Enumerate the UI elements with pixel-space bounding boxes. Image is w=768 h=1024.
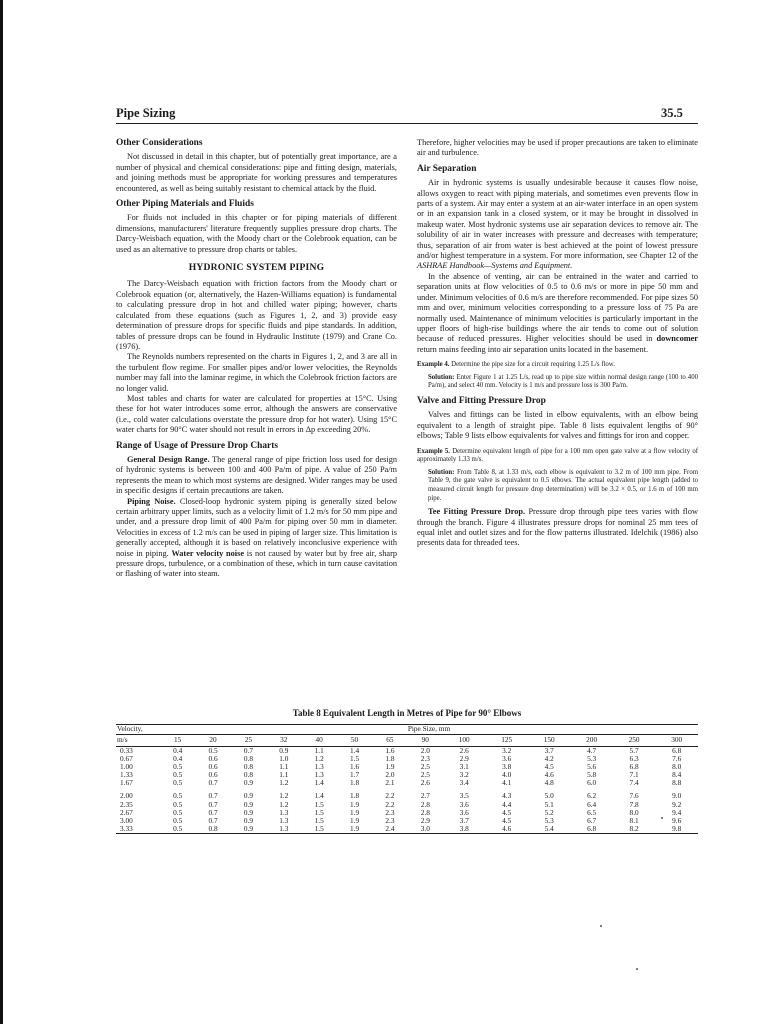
table-cell: 9.6	[672, 815, 682, 825]
pipe-size-col-header: 300	[655, 735, 698, 747]
table-cell: 1.3	[266, 825, 301, 834]
table-cell: 2.5	[420, 762, 430, 772]
example-label: Example 4.	[417, 361, 450, 369]
velocity-cell: 2.35	[120, 799, 133, 809]
table-cell: 1.4	[350, 746, 360, 755]
bold-term: downcomer	[656, 334, 698, 344]
table-cell: 5.8	[587, 770, 597, 780]
table-cell: 0.5	[173, 778, 183, 788]
table-cell: 0.5	[173, 762, 183, 772]
table-cell: 3.8	[443, 825, 485, 834]
bold-term: Water velocity noise	[171, 548, 245, 558]
paragraph-text: The general range of pipe friction loss used for design of hydronic systems is between 100 and 400 Pa/m of pipe. A value of 250 Pa/m represents the mean to which most systems are designed. Wider ranges may be used in specific designs if certain precautions are taken.	[116, 454, 397, 496]
table-cell: 6.7	[587, 815, 597, 825]
table-cell: 0.9	[279, 746, 289, 755]
paragraph-text: In the absence of venting, air can be entrained in the water and carried to separation units at flow velocities of 0.5 to 0.6 m/s or more in pipe 50 mm and under. Minimum velocities of 0.6 m/s are therefore recommended. For pipe sizes 50 mm and over, minimum velocities corresponding to a pressure loss of 75 Pa are normally used. Maintenance of minimum velocities is particularly important in the upper floors of high-rise buildings where the air tends to come out of solution because of reduced pressures. Higher velocities should be used in	[417, 271, 698, 344]
running-header-title: Pipe Sizing	[116, 106, 176, 120]
table-cell: 4.4	[502, 799, 512, 809]
table-cell: 5.0	[544, 791, 554, 801]
table-cell: 0.9	[243, 791, 253, 801]
table-cell: 8.1	[629, 815, 639, 825]
table-row	[116, 809, 698, 817]
left-column	[116, 138, 397, 580]
table-cell: 1.3	[279, 807, 289, 817]
solution-label: Solution:	[428, 468, 455, 476]
table-cell: 1.4	[314, 778, 324, 788]
table-cell: 6.8	[629, 762, 639, 772]
table-cell: 3.4	[459, 778, 469, 788]
table-cell: 0.5	[173, 815, 183, 825]
table-cell: 0.7	[208, 815, 218, 825]
table-cell: 0.6	[208, 762, 218, 772]
pipe-size-col-header: 50	[337, 735, 372, 747]
table-cell: 1.3	[314, 762, 324, 772]
scan-speck	[600, 925, 602, 927]
table-cell: 5.6	[587, 762, 597, 772]
pipe-size-col-header: 15	[160, 735, 195, 747]
table-cell: 0.8	[195, 825, 230, 834]
velocity-unit: m/s	[116, 735, 160, 747]
pipe-size-col-header: 65	[372, 735, 407, 747]
table-cell: 8.8	[672, 778, 682, 788]
example-5	[417, 448, 698, 465]
example-text: Determine the pipe size for a circuit requiring 1.25 L/s flow.	[449, 361, 615, 369]
paragraph: Most tables and charts for water are calculated for properties at 15°C. Using these for hot water introduces some error, although the answers are conservative (i.e., cold water calculations overstate the pressure drop for hot water). Using 15°C water charts for 90°C water should not result in errors in Δp exceeding 20%.	[116, 393, 397, 435]
table-cell: 1.8	[350, 778, 360, 788]
scan-speck	[661, 817, 663, 819]
table-cell: 3.5	[459, 791, 469, 801]
table-size-row	[116, 735, 698, 747]
table-cell: 4.8	[544, 778, 554, 788]
table-cell: 0.5	[173, 770, 183, 780]
table-cell: 1.5	[350, 754, 360, 764]
pipe-size-col-header: 150	[528, 735, 570, 747]
table-cell: 2.7	[420, 791, 430, 801]
table-cell: 0.8	[243, 770, 253, 780]
table-cell: 0.7	[208, 799, 218, 809]
table-cell: 6.5	[587, 807, 597, 817]
section-heading-hydronic: HYDRONIC SYSTEM PIPING	[188, 262, 325, 274]
table-cell: 0.7	[208, 791, 218, 801]
table-cell: 6.8	[570, 825, 612, 834]
velocity-cell: 2.00	[120, 791, 133, 801]
paragraph: For fluids not included in this chapter or for piping materials of different dimensions, manufacturers' literature frequently supplies pressure drop charts. The Darcy-Weisbach equation, with the Moody chart or the Colebrook equation, can be used as an alternative to pressure drop charts or tables.	[116, 213, 397, 254]
italic-reference: ASHRAE Handbook—Systems and Equipment.	[417, 261, 573, 271]
paragraph	[116, 497, 397, 580]
table-cell: 4.0	[502, 770, 512, 780]
table-cell: 5.2	[544, 807, 554, 817]
table-cell: 0.6	[208, 770, 218, 780]
table-cell: 2.9	[459, 754, 469, 764]
table-cell: 1.6	[385, 746, 395, 755]
table-cell: 0.5	[173, 807, 183, 817]
table-cell: 7.6	[672, 754, 682, 764]
table-cell: 2.8	[420, 799, 430, 809]
table-cell: 0.5	[208, 746, 218, 755]
table-cell: 1.5	[314, 815, 324, 825]
paragraph: The Reynolds numbers represented on the charts in Figures 1, 2, and 3 are all in the turbulent flow regime. For smaller pipes and/or lower velocities, the Reynolds number may fall into the laminar regime, in which the Colebrook friction factors are no longer valid.	[116, 352, 397, 393]
table-row	[116, 771, 698, 779]
velocity-cell: 1.33	[120, 770, 133, 780]
table-cell: 3.2	[459, 770, 469, 780]
table-row	[116, 801, 698, 809]
run-in-heading: General Design Range.	[127, 454, 210, 464]
example-5-solution	[417, 469, 698, 503]
velocity-cell: 3.00	[120, 815, 133, 825]
table-cell: 3.1	[459, 762, 469, 772]
table-cell: 5.1	[544, 799, 554, 809]
table-cell: 8.0	[672, 762, 682, 772]
table-cell: 2.2	[385, 799, 395, 809]
paragraph	[417, 178, 698, 272]
table-cell: 6.2	[587, 791, 597, 801]
header-rule	[116, 123, 698, 124]
heading-air-separation: Air Separation	[417, 163, 477, 174]
table-cell: 0.9	[243, 807, 253, 817]
velocity-cell: 0.33	[120, 746, 133, 755]
paragraph-text: return mains feeding into air separation units located in the basement.	[417, 344, 649, 354]
table-row	[116, 763, 698, 771]
table-cell: 4.5	[544, 762, 554, 772]
table-cell: 9.0	[672, 791, 682, 801]
pipe-size-header: Pipe Size, mm	[160, 725, 698, 735]
velocity-cell: 1.67	[120, 778, 133, 788]
table-cell: 4.6	[544, 770, 554, 780]
table-cell: 5.4	[528, 825, 570, 834]
solution-text: Enter Figure 1 at 1.25 L/s, read up to pipe size within normal design range (100 to 400 Pa/m), and select 40 mm. Velocity is 1 m/s and pressure loss is 300 Pa/m.	[428, 373, 698, 390]
velocity-cell: 2.67	[120, 807, 133, 817]
table-row	[116, 779, 698, 787]
example-4	[417, 361, 698, 370]
page-number: 35.5	[661, 106, 683, 120]
pipe-size-col-header: 100	[443, 735, 485, 747]
table-cell: 2.6	[459, 746, 469, 755]
table-cell: 1.9	[350, 807, 360, 817]
table-cell: 0.8	[243, 754, 253, 764]
scan-edge	[0, 0, 3, 1024]
table-cell: 3.7	[544, 746, 554, 755]
table-cell: 2.9	[420, 815, 430, 825]
table-cell: 7.8	[629, 799, 639, 809]
example-text: Determine equivalent length of pipe for a 100 mm open gate valve at a flow velocity of approximately 1.33 m/s.	[417, 447, 698, 464]
paragraph	[116, 455, 397, 497]
table-cell: 2.4	[372, 825, 407, 834]
table-cell: 1.9	[350, 799, 360, 809]
table-cell: 1.8	[350, 791, 360, 801]
table-header-row	[116, 725, 698, 735]
table-cell: 1.1	[314, 746, 324, 755]
table-row	[116, 825, 698, 834]
example-4-solution	[417, 374, 698, 391]
paragraph-text: is not caused by water but by free air, sharp pressure drops, turbulence, or a combination of these, which in turn cause cavitation or flashing of water into steam.	[116, 548, 397, 579]
heading-range-of-usage: Range of Usage of Pressure Drop Charts	[116, 440, 278, 451]
table-cell: 4.5	[502, 815, 512, 825]
table-cell: 1.2	[314, 754, 324, 764]
table-cell: 3.6	[502, 754, 512, 764]
paragraph-text: Pressure drop through pipe tees varies with flow through the branch. Figure 4 illustrates pressure drops for nominal 25 mm tees of equal inlet and outlet sizes and for the flow patterns illustrated. Idelchik (1986) also presents data for threaded tees.	[417, 507, 698, 548]
table-cell: 2.3	[385, 815, 395, 825]
table-cell: 0.7	[208, 807, 218, 817]
paragraph-text: Air in hydronic systems is usually undesirable because it causes flow noise, allows oxygen to react with piping materials, and sometimes even prevents flow in parts of a system. Air may enter a system at an air-water interface in an open system or in an expansion tank in a closed system, or it may be brought in dissolved in makeup water. Most hydronic systems use air separation devices to remove air. The solubility of air in water increases with pressure and decreases with temperature; thus, separation of air from water is best achieved at the point of lowest pressure and/or highest temperature in a system. For more information, see Chapter 12 of the	[417, 178, 698, 261]
paragraph-text: Closed-loop hydronic system piping is generally sized below certain arbitrary upper limits, such as a velocity limit of 1.2 m/s for 50 mm pipe and under, and a pressure drop limit of 400 Pa/m for piping over 50 mm in diameter. Velocities in excess of 1.2 m/s can be used in piping of larger size. This limitation is generally accepted, although it is based on relatively inconclusive experience with noise in piping.	[116, 496, 398, 558]
table-cell: 4.5	[502, 807, 512, 817]
table-cell: 0.8	[243, 762, 253, 772]
table-cell: 1.9	[337, 825, 372, 834]
table-row	[116, 755, 698, 763]
table-cell: 0.5	[173, 791, 183, 801]
table-cell: 0.9	[243, 778, 253, 788]
table-cell: 1.5	[314, 807, 324, 817]
table-cell: 9.4	[672, 807, 682, 817]
table-cell: 3.0	[408, 825, 443, 834]
paragraph: Valves and fittings can be listed in elbow equivalents, with an elbow being equivalent to a length of straight pipe. Table 8 lists equivalent lengths of 90° elbows; Table 9 lists elbow equivalents for valves and fittings for iron and copper.	[417, 410, 698, 441]
table-cell: 1.4	[314, 791, 324, 801]
table-cell: 1.8	[385, 754, 395, 764]
table-row	[116, 787, 698, 800]
table-cell: 6.8	[672, 746, 682, 755]
solution-text: From Table 8, at 1.33 m/s, each elbow is equivalent to 3.2 m of 100 mm pipe. From Table 9, the gate valve is equivalent to 0.5 elbows. The actual equivalent pipe length (added to measured circuit length for pressure drop determination) will be 3.2 × 0.5, or 1.6 m of 100 mm pipe.	[428, 468, 698, 502]
table-cell: 0.4	[173, 754, 183, 764]
table-row	[116, 817, 698, 825]
run-in-heading: Piping Noise.	[127, 496, 176, 506]
table-cell: 1.3	[279, 815, 289, 825]
velocity-header: Velocity,	[116, 725, 160, 735]
paragraph	[417, 507, 698, 549]
table-title: Table 8 Equivalent Length in Metres of Pipe for 90° Elbows	[292, 708, 522, 718]
heading-other-piping-materials: Other Piping Materials and Fluids	[116, 199, 254, 210]
table-cell: 4.1	[502, 778, 512, 788]
table-cell: 5.3	[587, 754, 597, 764]
table-cell: 2.8	[420, 807, 430, 817]
table-cell: 1.1	[279, 762, 289, 772]
table-cell: 2.0	[420, 746, 430, 755]
table-cell: 2.5	[420, 770, 430, 780]
table-cell: 4.6	[485, 825, 527, 834]
table-cell: 1.9	[350, 815, 360, 825]
paragraph	[417, 272, 698, 355]
velocity-cell: 3.33	[116, 825, 160, 834]
right-column	[417, 138, 698, 549]
table-cell: 3.2	[502, 746, 512, 755]
table-cell: 2.6	[420, 778, 430, 788]
table-cell: 1.9	[385, 762, 395, 772]
table-cell: 2.3	[420, 754, 430, 764]
table-row	[116, 747, 698, 756]
velocity-cell: 0.67	[120, 754, 133, 764]
table-cell: 1.1	[279, 770, 289, 780]
table-cell: 7.1	[629, 770, 639, 780]
table-cell: 1.2	[279, 791, 289, 801]
table-cell: 1.0	[279, 754, 289, 764]
table-cell: 7.6	[629, 791, 639, 801]
heading-valve-fitting: Valve and Fitting Pressure Drop	[417, 395, 546, 406]
velocity-cell: 1.00	[120, 762, 133, 772]
table-cell: 1.5	[302, 825, 337, 834]
table-cell: 1.3	[314, 770, 324, 780]
table-cell: 2.1	[385, 778, 395, 788]
table-cell: 4.3	[502, 791, 512, 801]
solution-label: Solution:	[428, 373, 455, 381]
table-cell: 1.2	[279, 799, 289, 809]
run-in-heading: Tee Fitting Pressure Drop.	[428, 507, 526, 517]
pipe-size-col-header: 90	[408, 735, 443, 747]
table-cell: 5.3	[544, 815, 554, 825]
table-cell: 0.6	[208, 754, 218, 764]
table-cell: 0.4	[173, 746, 183, 755]
table-cell: 3.8	[502, 762, 512, 772]
table-cell: 5.7	[629, 746, 639, 755]
table-cell: 4.2	[544, 754, 554, 764]
table-cell: 6.4	[587, 799, 597, 809]
table-cell: 3.6	[459, 807, 469, 817]
table-cell: 1.2	[279, 778, 289, 788]
table-cell: 0.5	[173, 799, 183, 809]
table-cell: 1.7	[350, 770, 360, 780]
table-cell: 0.7	[243, 746, 253, 755]
heading-other-considerations: Other Considerations	[116, 138, 203, 148]
elbow-equivalent-table	[116, 724, 698, 834]
table-body	[116, 747, 698, 834]
pipe-size-col-header: 40	[302, 735, 337, 747]
table-cell: 2.0	[385, 770, 395, 780]
table-cell: 2.3	[385, 807, 395, 817]
pipe-size-col-header: 200	[570, 735, 612, 747]
table-cell: 0.9	[243, 799, 253, 809]
table-cell: 6.3	[629, 754, 639, 764]
table-cell: 9.8	[655, 825, 698, 834]
pipe-size-col-header: 250	[613, 735, 655, 747]
table-cell: 0.5	[160, 825, 195, 834]
table-cell: 4.7	[587, 746, 597, 755]
example-label: Example 5.	[417, 447, 450, 455]
table-cell: 2.2	[385, 791, 395, 801]
table-cell: 3.6	[459, 799, 469, 809]
paragraph: Not discussed in detail in this chapter, but of potentially great importance, are a number of physical and chemical considerations: pipe and fitting design, materials, and joining methods must be appropriate for working pressures and temperatures encountered, as well as being suitably resistant to chemical attack by the fluid.	[116, 152, 397, 193]
table-cell: 8.0	[629, 807, 639, 817]
pipe-size-col-header: 20	[195, 735, 230, 747]
paragraph: The Darcy-Weisbach equation with friction factors from the Moody chart or Colebrook equation (or, alternatively, the Hazen-Williams equation) is fundamental to calculating pressure drop in hot and chilled water piping; however, charts calculated from these equations (such as Figures 1, 2, and 3) provide easy determination of pressure drops for specific fluids and pipe standards. In addition, tables of pressure drops can be found in Hydraulic Institute (1979) and Crane Co. (1976).	[116, 279, 397, 351]
table-cell: 6.0	[587, 778, 597, 788]
table-cell: 0.9	[231, 825, 266, 834]
pipe-size-col-header: 125	[485, 735, 527, 747]
scan-speck	[636, 968, 638, 970]
table-cell: 0.9	[243, 815, 253, 825]
paragraph: Therefore, higher velocities may be used if proper precautions are taken to eliminate air and turbulence.	[417, 138, 698, 158]
table-cell: 8.2	[613, 825, 655, 834]
pipe-size-col-header: 25	[231, 735, 266, 747]
table-cell: 8.4	[672, 770, 682, 780]
table-cell: 3.7	[459, 815, 469, 825]
table-cell: 1.5	[314, 799, 324, 809]
pipe-size-col-header: 32	[266, 735, 301, 747]
table-cell: 7.4	[629, 778, 639, 788]
table-cell: 0.7	[208, 778, 218, 788]
table-cell: 1.6	[350, 762, 360, 772]
table-cell: 9.2	[672, 799, 682, 809]
